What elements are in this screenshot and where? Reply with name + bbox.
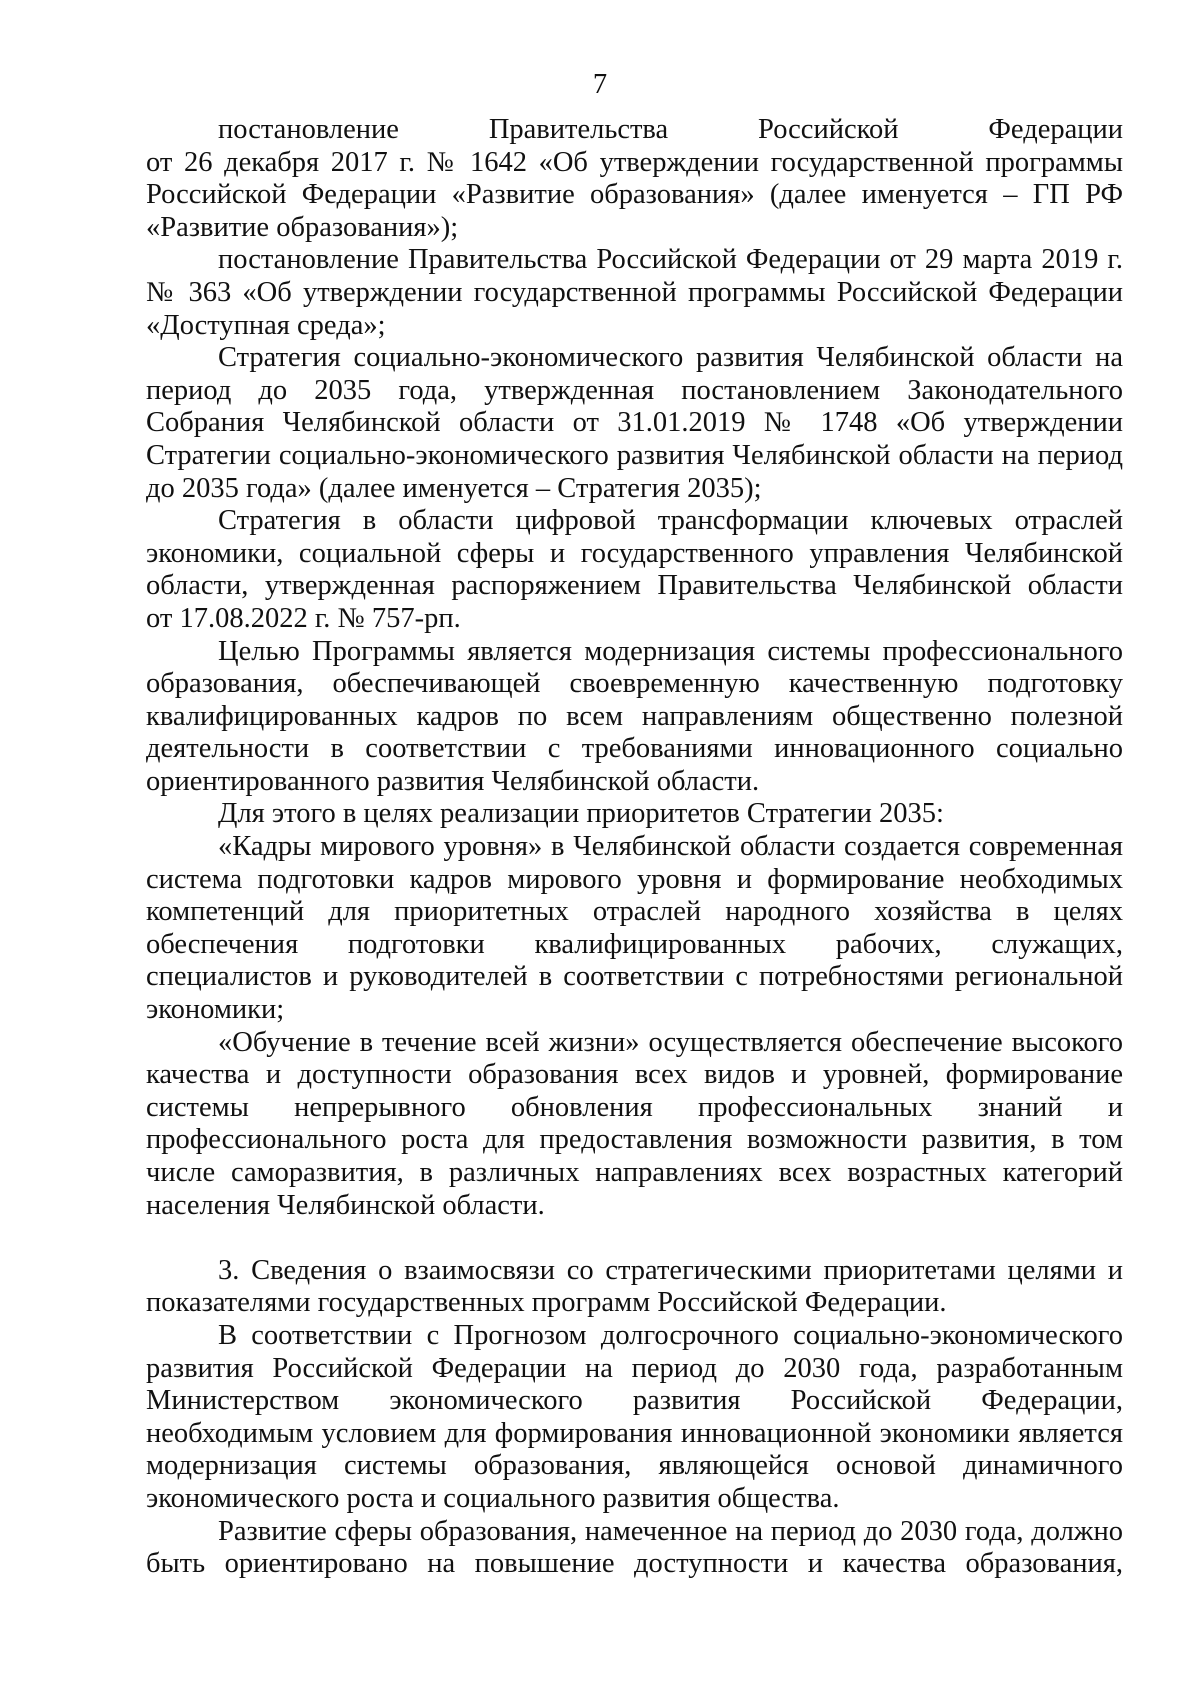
text-line: Стратегия социально-экономического развития Челябинской области на	[218, 342, 1123, 374]
paragraph-p1	[146, 114, 1123, 244]
text-line: профессионального роста для предоставления возможности развития, в том	[146, 1124, 1123, 1156]
text-line: модернизация системы образования, являющейся основой динамичного	[146, 1450, 1123, 1482]
text-line: «Доступная среда»;	[146, 309, 386, 341]
text-line: Министерством экономического развития Российской Федерации,	[146, 1385, 1123, 1417]
text-line: № 363 «Об утверждении государственной программы Российской Федерации	[146, 276, 1123, 308]
text-line: специалистов и руководителей в соответствии с потребностями региональной	[146, 961, 1123, 993]
text-line: Российской Федерации «Развитие образования» (далее именуется – ГП РФ	[146, 179, 1123, 211]
text-line: от 17.08.2022 г. № 757-рп.	[146, 602, 461, 634]
paragraph-p11	[146, 1516, 1123, 1581]
text-line: экономики, социальной сферы и государственного управления Челябинской	[146, 537, 1123, 569]
paragraph-p10	[146, 1320, 1123, 1516]
document-body	[146, 114, 1123, 1581]
paragraph-p2	[146, 244, 1123, 342]
paragraph-p3	[146, 342, 1123, 505]
text-line: Целью Программы является модернизация системы профессионального	[218, 635, 1123, 667]
text-line: обеспечения подготовки квалифицированных рабочих, служащих,	[146, 928, 1123, 960]
text-line: образования, обеспечивающей своевременную качественную подготовку	[146, 668, 1123, 700]
text-line: В соответствии с Прогнозом долгосрочного социально-экономического	[218, 1319, 1123, 1351]
text-line: от 26 декабря 2017 г. № 1642 «Об утверждении государственной программы	[146, 146, 1123, 178]
text-line: развития Российской Федерации на период до 2030 года, разработанным	[146, 1352, 1123, 1384]
text-line: числе саморазвития, в различных направлениях всех возрастных категорий	[146, 1157, 1123, 1188]
text-line: качества и доступности образования всех видов и уровней, формирование	[146, 1059, 1123, 1091]
paragraph-gap	[146, 1222, 1123, 1255]
text-line: «Обучение в течение всей жизни» осуществляется обеспечение высокого	[218, 1026, 1123, 1058]
text-line: населения Челябинской области.	[146, 1189, 545, 1221]
paragraph-p9	[146, 1255, 1123, 1320]
text-line: квалифицированных кадров по всем направлениям общественно полезной	[146, 700, 1123, 732]
text-line: Стратегия в области цифровой трансформации ключевых отраслей	[218, 505, 1123, 537]
paragraph-p8	[146, 1027, 1123, 1223]
text-line: постановление Правительства Российской Федерации от 29 марта 2019 г.	[218, 244, 1123, 276]
text-line: Развитие сферы образования, намеченное на период до 2030 года, должно	[218, 1515, 1123, 1547]
text-line: до 2035 года» (далее именуется – Стратегия 2035);	[146, 472, 762, 504]
text-line: ориентированного развития Челябинской области.	[146, 765, 760, 797]
text-line: Собрания Челябинской области от 31.01.2019 № 1748 «Об утверждении	[146, 407, 1123, 439]
text-line: системы непрерывного обновления профессиональных знаний и	[146, 1091, 1123, 1123]
text-line: период до 2035 года, утвержденная постановлением Законодательного	[146, 374, 1123, 406]
text-line: необходимым условием для формирования инновационной экономики является	[146, 1417, 1123, 1449]
text-line: «Кадры мирового уровня» в Челябинской области создается современная	[218, 831, 1123, 863]
text-line: деятельности в соответствии с требованиями инновационного социально	[146, 733, 1123, 765]
text-line: экономического роста и социального развития общества.	[146, 1482, 840, 1514]
text-line: компетенций для приоритетных отраслей народного хозяйства в целях	[146, 896, 1123, 928]
text-line: система подготовки кадров мирового уровня и формирование необходимых	[146, 863, 1123, 895]
text-line: «Развитие образования»);	[146, 211, 459, 243]
text-line: Для этого в целях реализации приоритетов Стратегии 2035:	[218, 798, 944, 830]
text-line: быть ориентировано на повышение доступности и качества образования,	[146, 1548, 1123, 1580]
paragraph-p7	[146, 831, 1123, 1027]
page-number: 7	[592, 69, 608, 100]
text-line: 3. Сведения о взаимосвязи со стратегическими приоритетами целями и	[218, 1254, 1123, 1286]
paragraph-p6	[146, 798, 1123, 831]
text-line: экономики;	[146, 994, 285, 1026]
paragraph-p5	[146, 636, 1123, 799]
text-line: постановление Правительства Российской Федерации	[218, 114, 1123, 145]
text-line: показателями государственных программ Российской Федерации.	[146, 1287, 947, 1319]
text-line: области, утвержденная распоряжением Правительства Челябинской области	[146, 570, 1123, 602]
paragraph-p4	[146, 505, 1123, 635]
text-line: Стратегии социально-экономического развития Челябинской области на период	[146, 439, 1123, 471]
